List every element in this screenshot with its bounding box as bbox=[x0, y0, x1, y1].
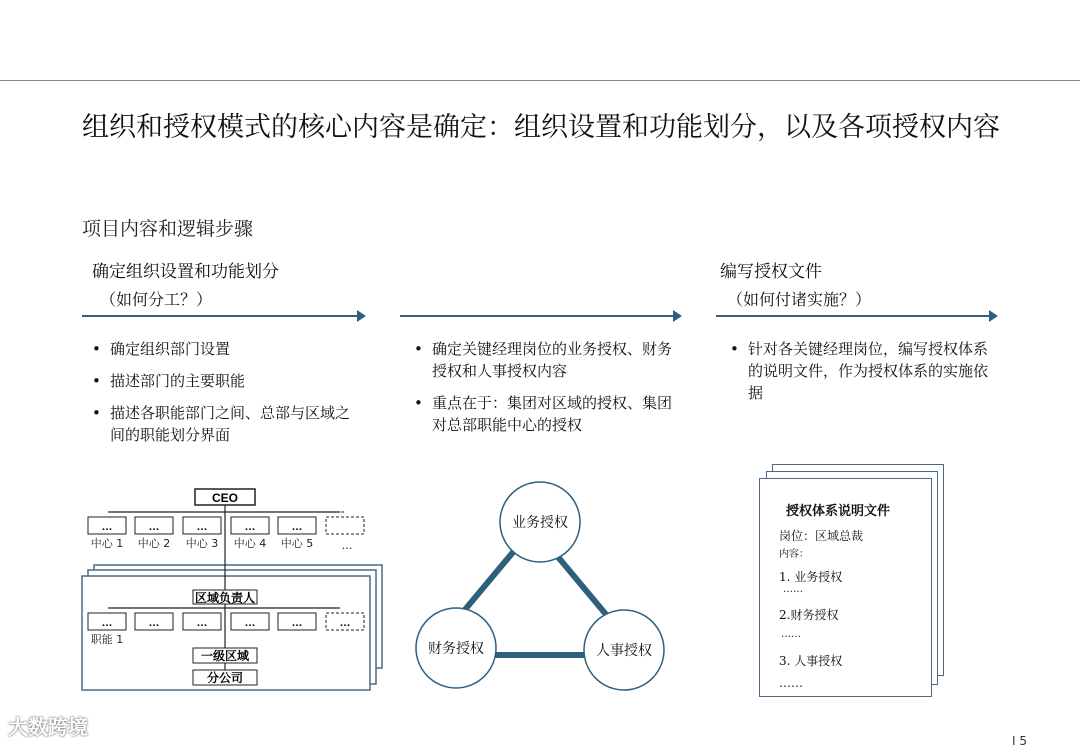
doc-item-ellipsis: …… bbox=[779, 676, 803, 690]
center-box-dashed bbox=[326, 517, 364, 534]
center-box-dots: … bbox=[291, 521, 303, 533]
function-box-dots: … bbox=[101, 617, 113, 629]
business-auth-label: 业务授权 bbox=[512, 515, 568, 531]
step1-subtitle: （如何分工？） bbox=[100, 290, 213, 309]
center-box-dots: … bbox=[196, 521, 208, 533]
ceo-label: CEO bbox=[211, 491, 239, 505]
function-box-dots: … bbox=[244, 617, 256, 629]
page-number: I 5 bbox=[1012, 734, 1027, 748]
center-boxes bbox=[88, 512, 364, 534]
function-box-dots: … bbox=[196, 617, 208, 629]
center-label: … bbox=[341, 539, 353, 552]
level1-region-label: 一级区域 bbox=[200, 649, 250, 663]
doc-content-label: 内容： bbox=[779, 549, 809, 560]
doc-position: 岗位：区域总裁 bbox=[779, 529, 864, 543]
region-head-label: 区域负责人 bbox=[194, 591, 256, 605]
step1-bullet: • 描述各职能部门之间、总部与区域之间的职能划分界面 bbox=[88, 402, 358, 446]
center-label: 中心 2 bbox=[137, 537, 171, 550]
page-title: 组织和授权模式的核心内容是确定：组织设置和功能划分，以及各项授权内容 bbox=[82, 112, 1000, 143]
step1-bullet: • 描述部门的主要职能 bbox=[88, 370, 358, 392]
doc-item: 3. 人事授权 bbox=[779, 654, 843, 668]
center-label: 中心 3 bbox=[185, 537, 219, 550]
function-box-dots: … bbox=[148, 617, 160, 629]
step3-bullet: • 针对各关键经理岗位，编写授权体系的说明文件，作为授权体系的实施依据 bbox=[726, 338, 988, 404]
function-box-dots: … bbox=[291, 617, 303, 629]
branch-label: 分公司 bbox=[206, 671, 244, 685]
page-subtitle: 项目内容和逻辑步骤 bbox=[82, 218, 254, 240]
center-box-dots: … bbox=[101, 521, 113, 533]
step3-title: 编写授权文件 bbox=[720, 262, 822, 282]
center-label: 中心 5 bbox=[280, 537, 314, 550]
doc-item-ellipsis: …… bbox=[781, 629, 801, 640]
doc-page-front bbox=[759, 478, 932, 697]
step1-title: 确定组织设置和功能划分 bbox=[92, 262, 279, 282]
watermark-logo: 大数跨境 bbox=[8, 715, 88, 739]
step2-bullet: • 重点在于：集团对区域的授权、集团对总部职能中心的授权 bbox=[410, 392, 672, 436]
doc-item: 1. 业务授权 bbox=[779, 570, 843, 584]
center-box-dots: … bbox=[244, 521, 256, 533]
triangle-edge bbox=[458, 545, 519, 618]
step3-subtitle: （如何付诸实施？） bbox=[727, 290, 872, 309]
hr-auth-label: 人事授权 bbox=[596, 643, 652, 659]
center-label: 中心 4 bbox=[233, 537, 267, 550]
step1-bullet: • 确定组织部门设置 bbox=[88, 338, 358, 360]
function-box-dots: … bbox=[339, 617, 351, 629]
center-box-dots: … bbox=[148, 521, 160, 533]
finance-auth-label: 财务授权 bbox=[428, 641, 484, 657]
function-label: 职能 1 bbox=[90, 633, 124, 646]
center-label: 中心 1 bbox=[90, 537, 124, 550]
doc-item-ellipsis: …… bbox=[783, 584, 803, 595]
doc-item: 2.财务授权 bbox=[779, 608, 839, 622]
step2-bullet: • 确定关键经理岗位的业务授权、财务授权和人事授权内容 bbox=[410, 338, 672, 382]
doc-title: 授权体系说明文件 bbox=[786, 504, 891, 519]
